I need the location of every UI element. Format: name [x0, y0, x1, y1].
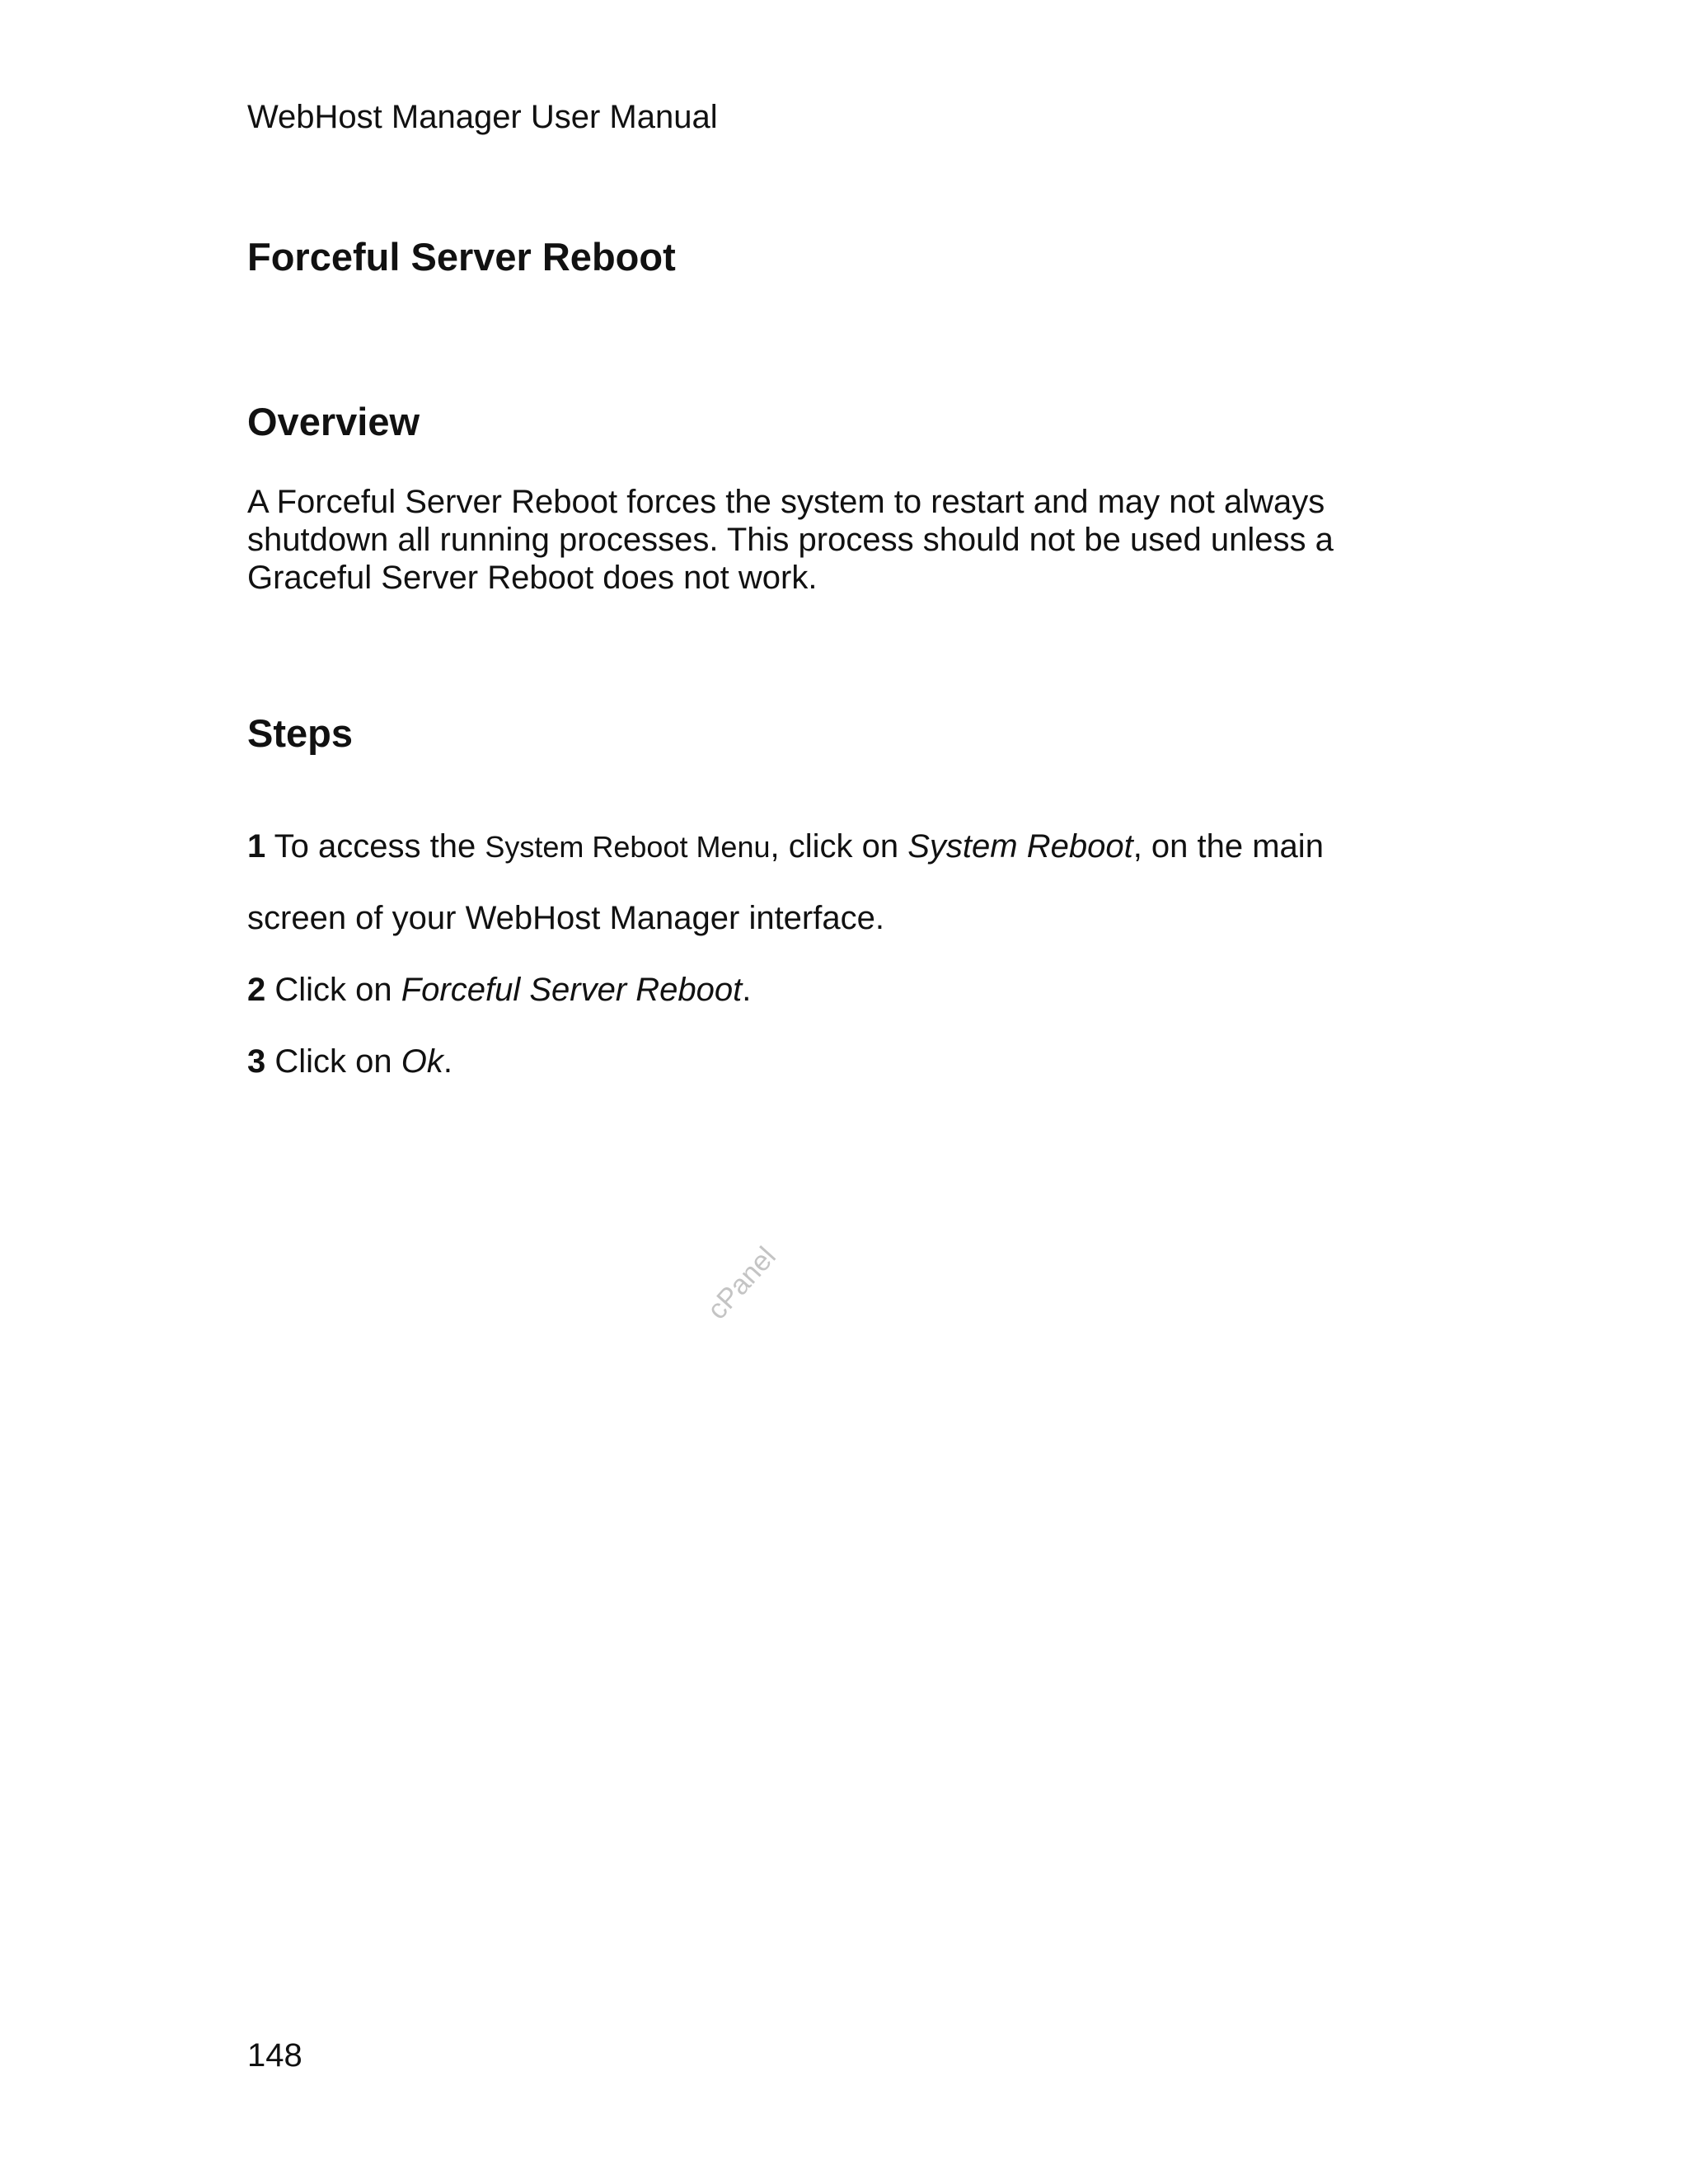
step-3-number: 3	[247, 1043, 266, 1080]
overview-paragraph: A Forceful Server Reboot forces the system to restart and may not always shutdown all running processes. This process should not be used unless a Graceful Server Reboot does not work.	[247, 484, 1334, 596]
overview-heading: Overview	[247, 400, 420, 443]
step-1-text-a: To access the	[265, 828, 485, 865]
step-2-text-a: Click on	[265, 972, 401, 1008]
step-3-text-b: .	[443, 1043, 452, 1080]
step-1-text-b: , click on	[770, 828, 908, 865]
step-1-system-reboot-link: System Reboot	[907, 828, 1133, 865]
step-1-continuation: screen of your WebHost Manager interface.	[247, 900, 884, 936]
step-1-menu-name: System Reboot Menu	[485, 830, 771, 864]
step-3	[247, 1042, 452, 1081]
step-2-text-b: .	[742, 972, 752, 1008]
watermark: cPanel	[701, 1240, 782, 1326]
step-2	[247, 970, 751, 1010]
step-3-text-a: Click on	[265, 1043, 401, 1080]
step-2-number: 2	[247, 972, 266, 1008]
steps-heading: Steps	[247, 711, 353, 755]
step-2-forceful-reboot-link: Forceful Server Reboot	[401, 972, 743, 1008]
running-header: WebHost Manager User Manual	[247, 99, 718, 135]
page-number: 148	[247, 2037, 302, 2074]
step-1-text-c: , on the main	[1132, 828, 1324, 865]
step-1-number: 1	[247, 828, 266, 865]
step-1	[247, 827, 1324, 867]
page-title: Forceful Server Reboot	[247, 235, 676, 279]
step-3-ok-link: Ok	[401, 1043, 443, 1080]
